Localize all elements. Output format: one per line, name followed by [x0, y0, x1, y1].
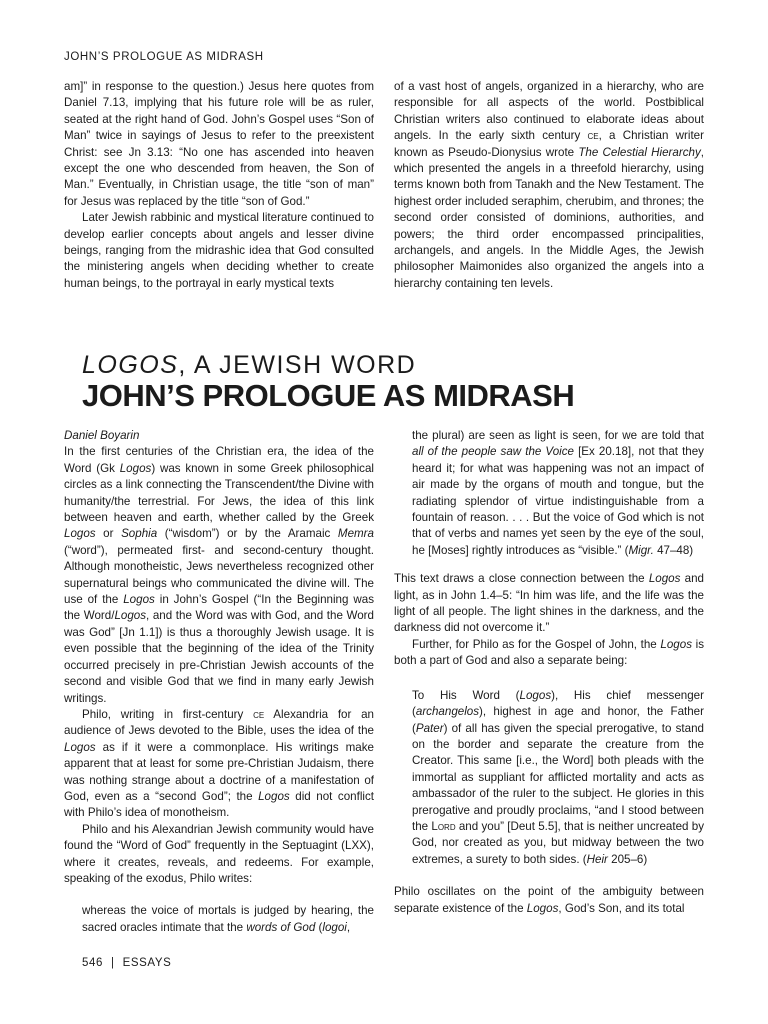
- folio-separator: |: [111, 957, 115, 969]
- block-quote: the plural) are seen as light is seen, for we are told that all of the people saw the Voice [Ex 20.18], not that they heard it; for what was happening was not an impact of air made by the organs of mouth and tongue, but the radiating splendor of virtue indistinguishable from a fountain of reason. . . . But the voice of God which is not that of verbs and names yet seen by the eye of the soul, he [Moses] rightly introduces as “visible.” (Migr. 47–48): [412, 429, 704, 557]
- paragraph: Philo and his Alexandrian Jewish community would have found the “Word of God” frequently in the Septuagint (LXX), where it creates, reveals, and redeems. For example, speaking of the exodus, Philo writes:: [64, 822, 374, 885]
- section-name: ESSAYS: [122, 957, 172, 969]
- paragraph: am]” in response to the question.) Jesus here quotes from Daniel 7.13, implying that his future role will be as ruler, seated at the right hand of God. John’s Gospel uses “Son of Man” twice in sayings of Jesus to refer to the preexistent Christ: see Jn 3.13: “No one has ascended into heaven except the one who descended from heaven, the Son of Man.” Eventually, in Christian usage, the title “son of man” for Jesus was replaced by the title “son of God.”: [64, 80, 374, 208]
- block-quote: whereas the voice of mortals is judged by hearing, the sacred oracles intimate that the words of God (logoi,: [82, 904, 374, 934]
- essay-title: JOHN’S PROLOGUE AS MIDRASH: [82, 378, 575, 413]
- top-right-column: [394, 79, 704, 292]
- paragraph: Later Jewish rabbinic and mystical literature continued to develop earlier concepts about angels and lesser divine beings, ranging from the midrashic idea that God consulted the ministering angels when deciding whether to create human beings, to the portrayal in early mystical texts: [64, 211, 374, 290]
- essay-right-column: [394, 428, 704, 917]
- essay-kicker: LOGOS, A JEWISH WORD: [82, 351, 417, 379]
- paragraph: of a vast host of angels, organized in a hierarchy, who are responsible for all aspects of the world. Postbiblical Christian writers also continued to elaborate ideas about angels. In the early sixth century ce, a Christian writer known as Pseudo-Dionysius wrote The Celestial Hierarchy, which presented the angels in a threefold hierarchy, using terms known both from Tanakh and the New Testament. The highest order included seraphim, cherubim, and thrones; the second order consisted of dominions, authorities, and powers; the third order encompassed principalities, archangels, and angels. In the Middle Ages, the Jewish philosopher Maimonides also organized the angels into a hierarchy containing ten levels.: [394, 80, 704, 290]
- author-byline: Daniel Boyarin: [64, 429, 140, 442]
- block-quote: To His Word (Logos), His chief messenger (archangelos), highest in age and honor, the Father (Pater) of all has given the special prerogative, to stand on the border and separate the creature from the Creator. This same [i.e., the Word] both pleads with the immortal as suppliant for afflicted mortality and acts as ambassador of the ruler to the subject. He glories in this prerogative and proudly proclaims, “and I stood between the Lord and you” [Deut 5.5], that is neither uncreated by God, nor created as you, but midway between the two extremes, a surety to both sides. (Heir 205–6): [412, 688, 704, 866]
- essay-left-column: [64, 428, 374, 936]
- paragraph: Philo, writing in first-century ce Alexandria for an audience of Jews devoted to the Bible, uses the idea of the Logos as if it were a commonplace. His writings make apparent that at least for some pre-Christian Judaism, there was nothing strange about a doctrine of a manifestation of God, even as a “second God”; the Logos did not conflict with Philo’s idea of monotheism.: [64, 707, 375, 820]
- paragraph: In the first centuries of the Christian era, the idea of the Word (Gk Logos) was known in some Greek philosophical circles as a link connecting the Transcendent/the Divine with humanity/the terrestrial. For Jews, the idea of this link between heaven and earth, whether called by the Greek Logos or Sophia (“wisdom”) or by the Aramaic Memra (“word”), permeated first- and second-century thought. Although monotheistic, Jews nevertheless recognized other supernatural beings who communicated the divine will. The use of the Logos in John’s Gospel (“In the Beginning was the Word/Logos, and the Word was with God, and the Word was God” [Jn 1.1]) is thus a thoroughly Jewish usage. It is even possible that the beginning of the idea of the Trinity occurred precisely in pre-Christian Jewish accounts of the second and visible God that we find in many early Jewish writings.: [64, 445, 374, 705]
- top-left-column: [64, 79, 374, 292]
- paragraph: Further, for Philo as for the Gospel of John, the Logos is both a part of God and also a separate being:: [394, 637, 705, 668]
- page-footer: [82, 957, 171, 969]
- running-head: JOHN’S PROLOGUE AS MIDRASH: [64, 51, 264, 63]
- paragraph: Philo oscillates on the point of the ambiguity between separate existence of the Logos, God’s Son, and its total: [394, 885, 704, 915]
- page-number: 546: [82, 957, 103, 969]
- paragraph: This text draws a close connection between the Logos and light, as in John 1.4–5: “In him was life, and the life was the light of all people. The light shines in the darkness, and the darkness did not overcome it.”: [394, 572, 704, 635]
